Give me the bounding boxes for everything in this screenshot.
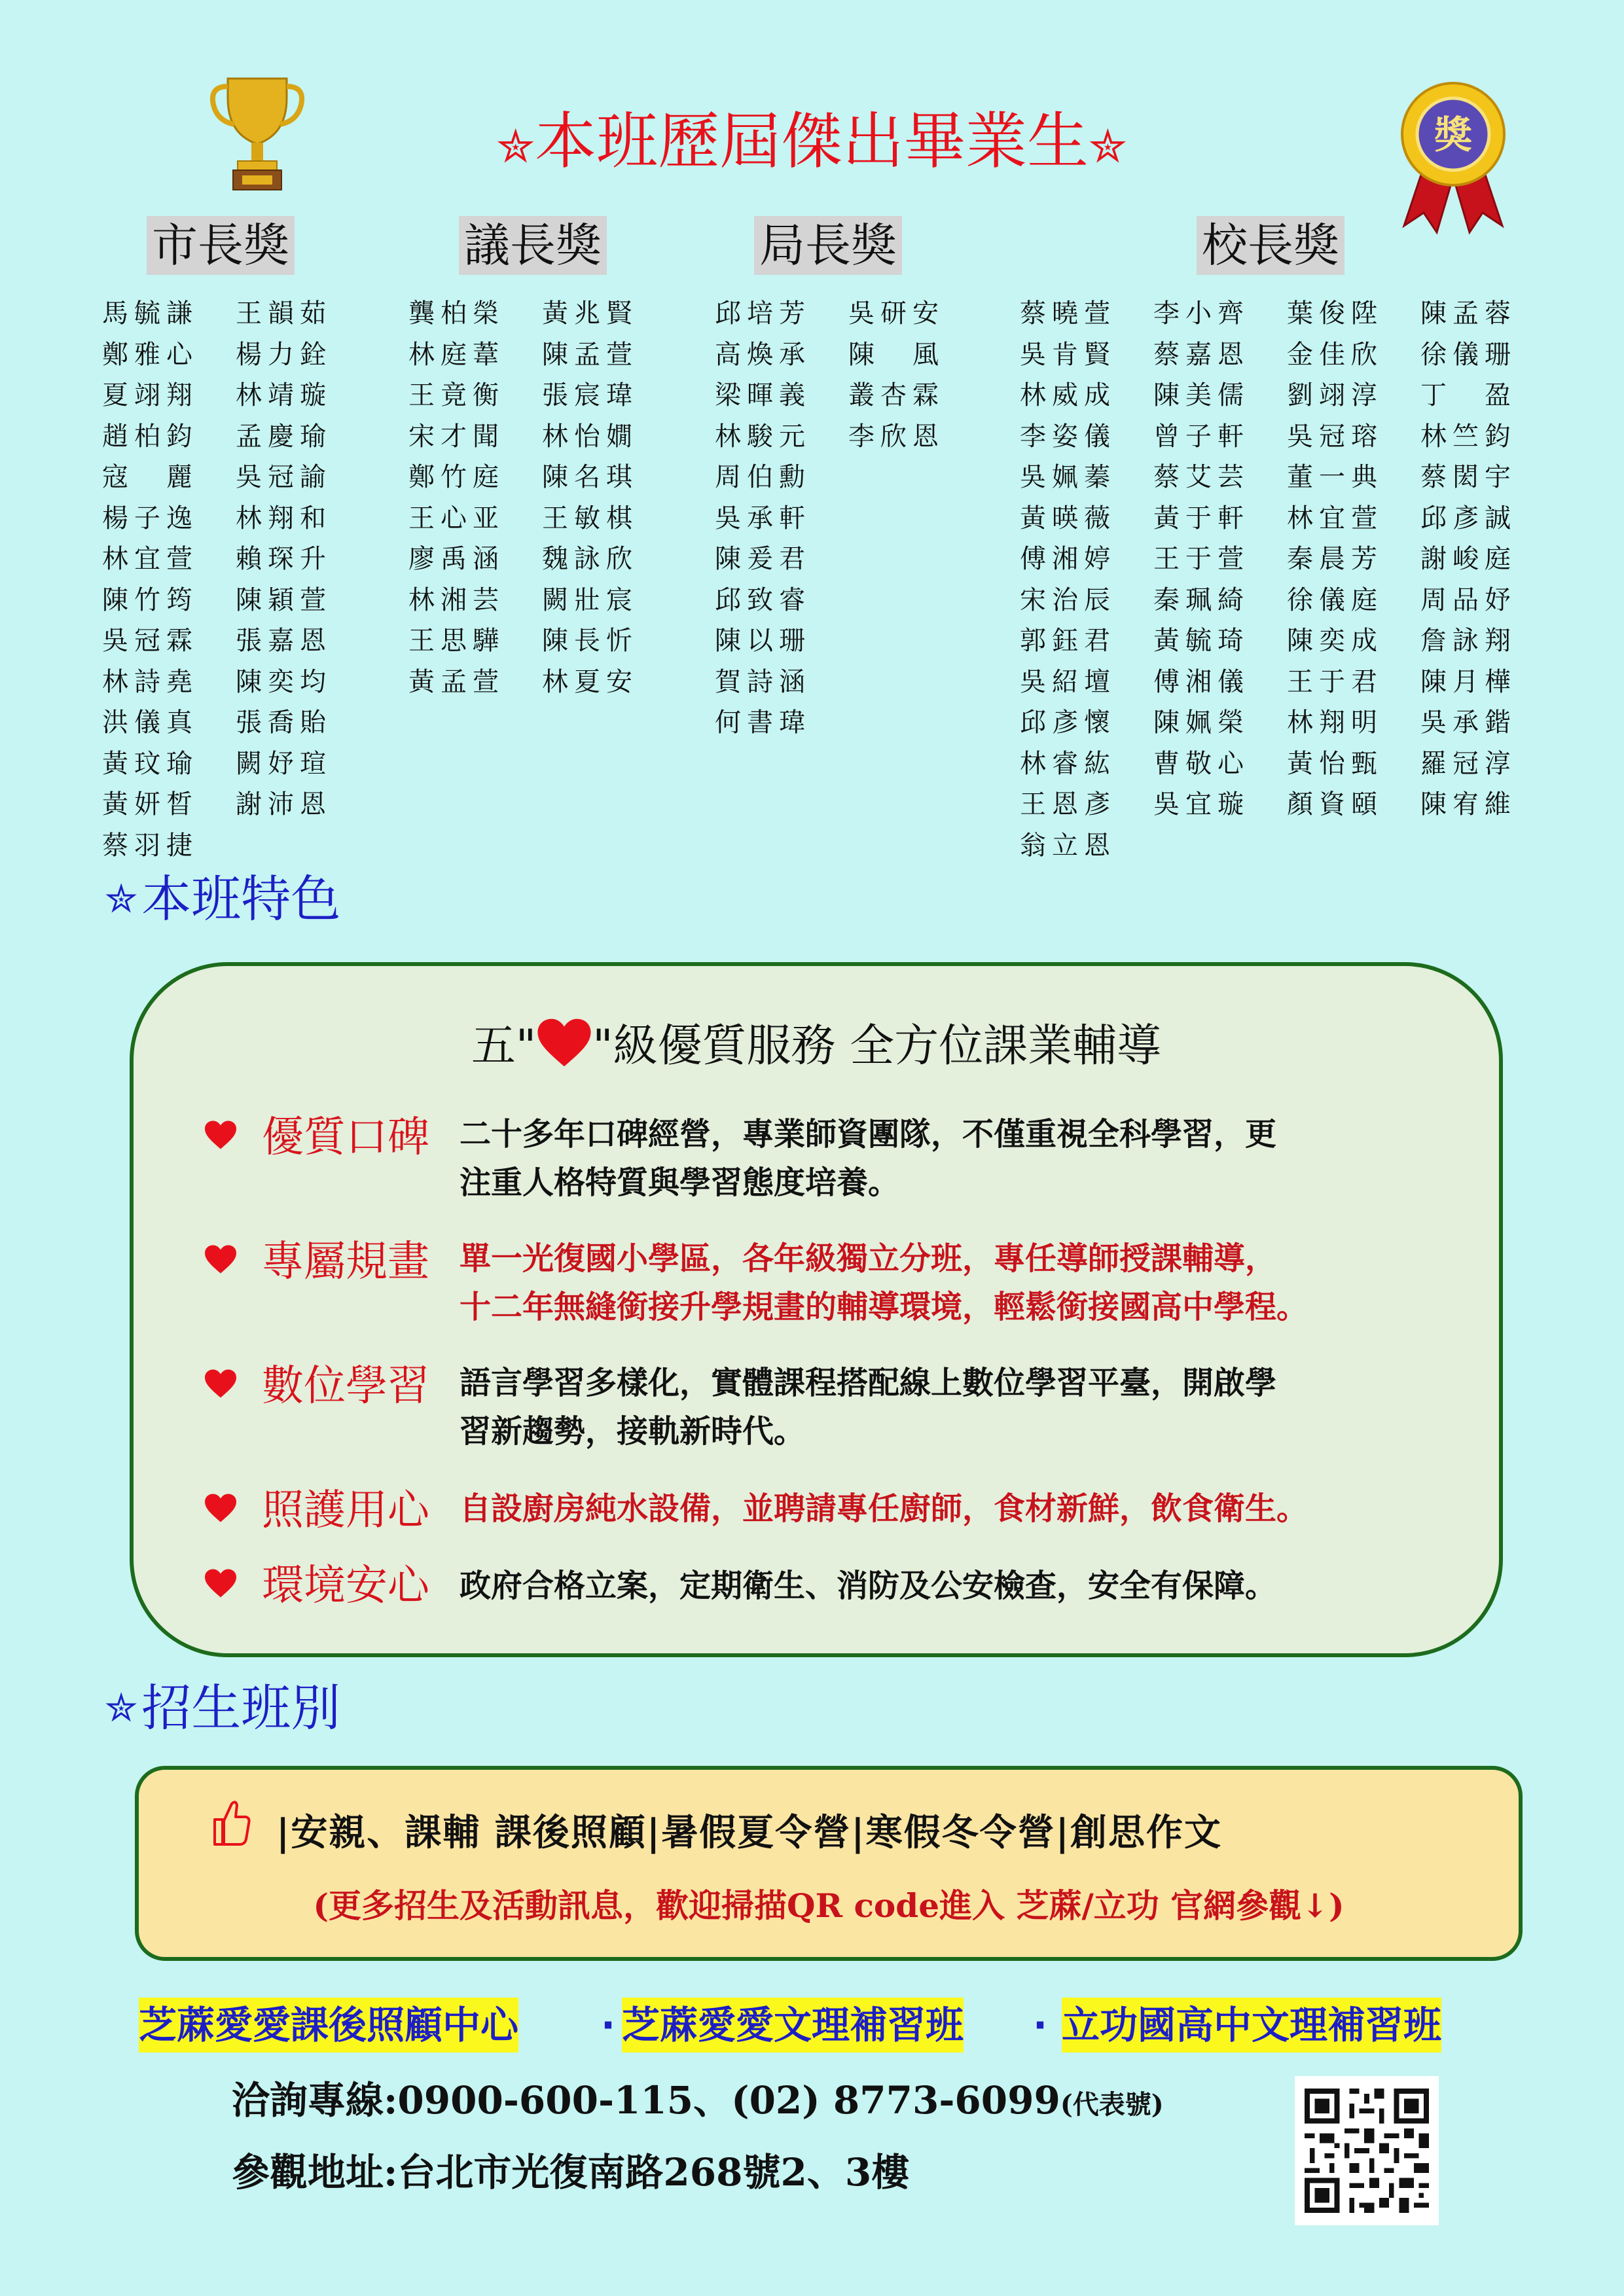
brand-name: 芝蔴愛愛課後照顧中心 [139, 1998, 518, 2053]
trophy-icon [208, 72, 306, 193]
student-name: 陳孟蓉 [1420, 298, 1517, 329]
student-name: 秦珮綺 [1153, 584, 1250, 615]
student-name: 陳月樺 [1420, 666, 1517, 697]
student-name: 梁暉義 [715, 380, 811, 410]
feature-label: 優質口碑 [262, 1113, 429, 1162]
student-name: 陳奕均 [236, 666, 332, 697]
name-list-council-2 [542, 293, 638, 702]
student-name: 魏詠欣 [542, 544, 638, 574]
student-name: 林靖璇 [236, 380, 332, 410]
student-name: 丁 盈 [1420, 380, 1517, 410]
student-name: 洪儀真 [102, 708, 198, 738]
star-icon: ✮ [496, 120, 535, 173]
student-name: 周伯勳 [715, 462, 811, 492]
student-name: 翁立恩 [1020, 830, 1116, 861]
student-name: 黃兆賢 [542, 298, 638, 329]
name-list-principal-4 [1420, 293, 1517, 825]
student-name: 高煥承 [715, 339, 811, 370]
features-panel [130, 962, 1503, 1657]
student-name: 蔡嘉恩 [1153, 339, 1250, 370]
heart-icon [204, 1493, 237, 1523]
student-name: 吳冠諭 [236, 462, 332, 492]
name-list-mayor-2 [236, 293, 332, 825]
student-name: 鄭竹庭 [408, 462, 505, 492]
feature-text: 二十多年口碑經營，專業師資團隊，不僅重視全科學習，更 注重人格特質與學習態度培養。 [460, 1116, 1277, 1201]
student-name: 徐儀庭 [1287, 584, 1383, 615]
student-name: 陳爰君 [715, 544, 811, 574]
student-name: 吳承軒 [715, 503, 811, 533]
student-name: 蔡閎宇 [1420, 462, 1517, 492]
page-title: ✮本班歷屆傑出畢業生✮ [496, 106, 1127, 177]
feature-text: 單一光復國小學區，各年級獨立分班，專任導師授課輔導， 十二年無縫銜接升學規畫的輔導環境，輕鬆銜接國高中學程。 [460, 1240, 1308, 1325]
student-name: 黃毓琦 [1153, 626, 1250, 656]
student-name: 黃怡甄 [1287, 748, 1383, 779]
heart-icon [204, 1120, 237, 1150]
student-name: 陳奕成 [1287, 626, 1383, 656]
student-name: 陳名琪 [542, 462, 638, 492]
student-name: 王恩彥 [1020, 789, 1116, 819]
award-heading-mayor: 市長獎 [147, 216, 295, 275]
student-name: 黃暎薇 [1020, 503, 1116, 533]
student-name: 馬毓謙 [102, 298, 198, 329]
student-name: 陳以珊 [715, 626, 811, 656]
student-name: 林翔明 [1287, 708, 1383, 738]
name-list-council-1 [408, 293, 505, 702]
student-name: 林湘芸 [408, 584, 505, 615]
student-name: 吳紹壇 [1020, 666, 1116, 697]
student-name: 王韻茹 [236, 298, 332, 329]
student-name: 徐儀珊 [1420, 339, 1517, 370]
student-name: 林夏安 [542, 666, 638, 697]
student-name: 傅湘婷 [1020, 544, 1116, 574]
award-heading-council: 議長獎 [459, 216, 607, 275]
student-name: 吳肯賢 [1020, 339, 1116, 370]
student-name: 蔡羽捷 [102, 830, 198, 861]
student-name: 吳冠霖 [102, 626, 198, 656]
star-icon: ✮ [105, 876, 138, 922]
student-name: 吳姵蓁 [1020, 462, 1116, 492]
student-name: 邱彥誠 [1420, 503, 1517, 533]
medal-text: 獎 [1434, 113, 1473, 157]
student-name: 陳姵榮 [1153, 708, 1250, 738]
student-name: 陳 風 [848, 339, 945, 370]
student-name: 林庭葦 [408, 339, 505, 370]
student-name: 顏資頤 [1287, 789, 1383, 819]
student-name: 王敏棋 [542, 503, 638, 533]
student-name: 林駿元 [715, 421, 811, 452]
features-title: 五" "級優質服務 全方位課業輔導 [134, 1011, 1499, 1074]
student-name: 李小齊 [1153, 298, 1250, 329]
student-name: 林詩堯 [102, 666, 198, 697]
student-name: 邱培芳 [715, 298, 811, 329]
feature-text: 自設廚房純水設備，並聘請專任廚師，食材新鮮，飲食衛生。 [460, 1490, 1308, 1527]
class-list: |安親、課輔 課後照顧|暑假夏令營|寒假冬令營|創思作文 [276, 1811, 1222, 1854]
star-icon: ✮ [105, 1685, 138, 1731]
student-name: 邱彥懷 [1020, 708, 1116, 738]
heart-icon [536, 1018, 592, 1067]
name-list-principal-3 [1287, 293, 1383, 825]
student-name: 吳研安 [848, 298, 945, 329]
contact-phone: 洽詢專線:0900-600-115、(02) 8773-6099(代表號) [232, 2078, 1164, 2123]
star-icon: ✮ [1089, 120, 1127, 173]
student-name: 詹詠翔 [1420, 626, 1517, 656]
student-name: 吳宜璇 [1153, 789, 1250, 819]
feature-text: 政府合格立案，定期衛生、消防及公安檢查，安全有保障。 [460, 1568, 1277, 1604]
student-name: 孟慶瑜 [236, 421, 332, 452]
student-name: 鄭雅心 [102, 339, 198, 370]
student-name: 吳冠瑢 [1287, 421, 1383, 452]
student-name: 宋才聞 [408, 421, 505, 452]
student-name: 陳孟萱 [542, 339, 638, 370]
enrollment-note: (更多招生及活動訊息，歡迎掃描QR code進入 芝蔴/立功 官網參觀↓) [313, 1886, 1344, 1925]
student-name: 林宜萱 [102, 544, 198, 574]
student-name: 周品妤 [1420, 584, 1517, 615]
enrollment-heading: ✮招生班別 [105, 1679, 341, 1737]
contact-address: 參觀地址:台北市光復南路268號2、3樓 [232, 2150, 910, 2195]
student-name: 羅冠淳 [1420, 748, 1517, 779]
thumbs-up-icon [209, 1799, 251, 1847]
student-name: 闕壯宸 [542, 584, 638, 615]
student-name: 金佳欣 [1287, 339, 1383, 370]
student-name: 陳竹筠 [102, 584, 198, 615]
student-name: 曾子軒 [1153, 421, 1250, 452]
student-name: 吳承鍇 [1420, 708, 1517, 738]
student-name: 宋治辰 [1020, 584, 1116, 615]
student-name: 黃妍晳 [102, 789, 198, 819]
student-name: 林翔和 [236, 503, 332, 533]
student-name: 林怡嫺 [542, 421, 638, 452]
student-name: 楊子逸 [102, 503, 198, 533]
feature-label: 數位學習 [262, 1362, 429, 1410]
brand-separator: · [1033, 2003, 1048, 2047]
name-list-principal-1 [1020, 293, 1116, 866]
name-list-bureau-2 [848, 293, 945, 457]
student-name: 陳美儒 [1153, 380, 1250, 410]
brand-name: 芝蔴愛愛文理補習班 [622, 1998, 964, 2053]
feature-text: 語言學習多樣化，實體課程搭配線上數位學習平臺，開啟學 習新趨勢，接軌新時代。 [460, 1365, 1277, 1450]
award-heading-bureau: 局長獎 [754, 216, 902, 275]
student-name: 謝峻庭 [1420, 544, 1517, 574]
student-name: 董一典 [1287, 462, 1383, 492]
student-name: 陳長忻 [542, 626, 638, 656]
student-name: 黃玟瑜 [102, 748, 198, 779]
student-name: 龔柏榮 [408, 298, 505, 329]
student-name: 趙柏鈞 [102, 421, 198, 452]
name-list-bureau-1 [715, 293, 811, 744]
student-name: 李欣恩 [848, 421, 945, 452]
student-name: 張宸瑋 [542, 380, 638, 410]
brand-name: 立功國高中文理補習班 [1062, 1998, 1441, 2053]
feature-label: 專屬規畫 [262, 1238, 429, 1286]
heart-icon [204, 1369, 237, 1399]
heart-icon [204, 1244, 237, 1274]
student-name: 劉翊淳 [1287, 380, 1383, 410]
student-name: 葉俊陞 [1287, 298, 1383, 329]
student-name: 王心亚 [408, 503, 505, 533]
student-name: 李姿儀 [1020, 421, 1116, 452]
brand-separator: · [601, 2003, 616, 2047]
qr-code-icon[interactable] [1295, 2076, 1439, 2225]
student-name: 林宜萱 [1287, 503, 1383, 533]
student-name: 黃孟萱 [408, 666, 505, 697]
student-name: 邱致睿 [715, 584, 811, 615]
student-name: 楊力銓 [236, 339, 332, 370]
student-name: 叢杏霖 [848, 380, 945, 410]
name-list-principal-2 [1153, 293, 1250, 825]
student-name: 蔡艾芸 [1153, 462, 1250, 492]
features-heading: ✮本班特色 [105, 870, 341, 928]
student-name: 曹敬心 [1153, 748, 1250, 779]
student-name: 賴琛升 [236, 544, 332, 574]
student-name: 張喬貽 [236, 708, 332, 738]
student-name: 王于君 [1287, 666, 1383, 697]
student-name: 寇 麗 [102, 462, 198, 492]
student-name: 闕妤瑄 [236, 748, 332, 779]
student-name: 王竟衡 [408, 380, 505, 410]
heart-icon [204, 1568, 237, 1598]
feature-label: 環境安心 [262, 1562, 429, 1610]
student-name: 張嘉恩 [236, 626, 332, 656]
award-heading-principal: 校長獎 [1197, 216, 1344, 275]
student-name: 陳宥維 [1420, 789, 1517, 819]
student-name: 夏翊翔 [102, 380, 198, 410]
student-name: 傅湘儀 [1153, 666, 1250, 697]
feature-label: 照護用心 [262, 1486, 429, 1535]
student-name: 林竺鈞 [1420, 421, 1517, 452]
name-list-mayor-1 [102, 293, 198, 866]
student-name: 黃于軒 [1153, 503, 1250, 533]
student-name: 林威成 [1020, 380, 1116, 410]
student-name: 賀詩涵 [715, 666, 811, 697]
student-name: 謝沛恩 [236, 789, 332, 819]
student-name: 何書瑋 [715, 708, 811, 738]
enrollment-panel [135, 1766, 1523, 1961]
student-name: 陳穎萱 [236, 584, 332, 615]
student-name: 林睿紘 [1020, 748, 1116, 779]
student-name: 蔡曉萱 [1020, 298, 1116, 329]
student-name: 廖禹涵 [408, 544, 505, 574]
award-medal-icon [1388, 79, 1519, 236]
student-name: 郭鈺君 [1020, 626, 1116, 656]
student-name: 秦晨芳 [1287, 544, 1383, 574]
student-name: 王于萱 [1153, 544, 1250, 574]
student-name: 王思驊 [408, 626, 505, 656]
